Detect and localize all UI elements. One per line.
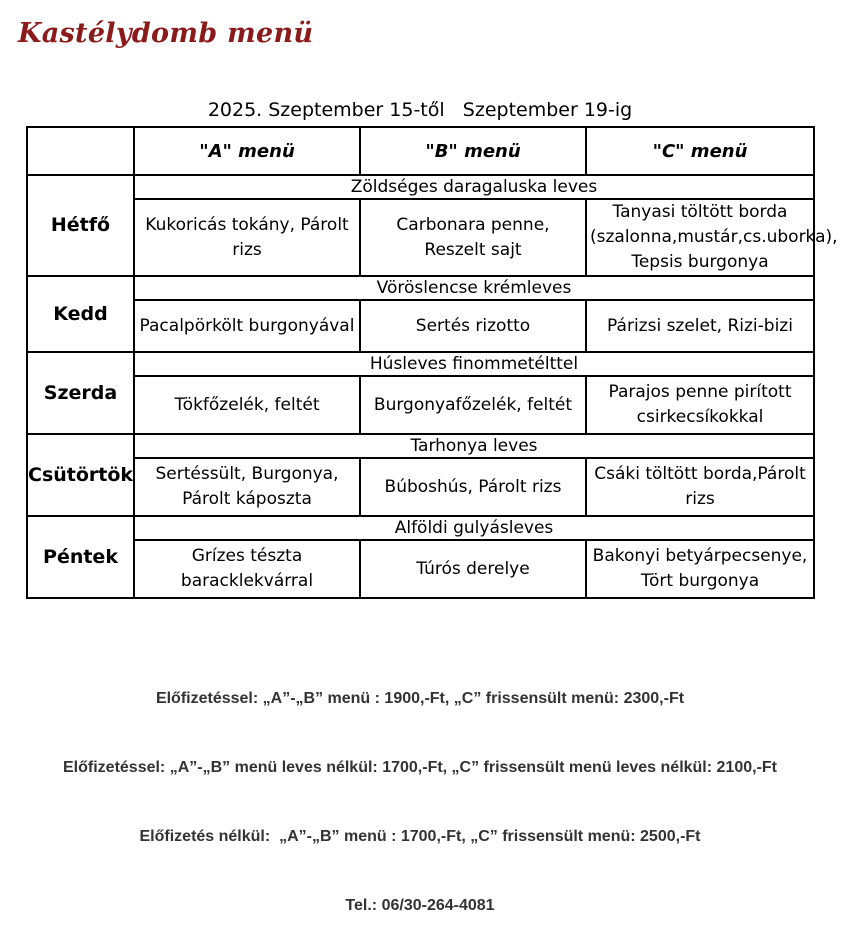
day-label: Csütörtök [27,434,134,516]
menu-c-dish: Bakonyi betyárpecsenye, Tört burgonya [586,540,814,598]
price-line-no-soup: Előfizetéssel: „A”-„B” menü leves nélkül: 1700,-Ft, „C” frissensült menü leves nélkül: 2100,-Ft [63,759,777,776]
price-footer [0,641,840,940]
menu-b-dish: Carbonara penne, Reszelt sajt [360,199,586,276]
dish-row [27,458,814,516]
menu-a-dish: Sertéssült, Burgonya, Párolt káposzta [134,458,360,516]
dish-row [27,540,814,598]
weekly-menu-table [26,126,838,599]
menu-a-header: "A" menü [134,127,360,175]
menu-c-dish: Tanyasi töltött borda (szalonna,mustár,cs.uborka), Tepsis burgonya [586,199,814,276]
day-label: Szerda [27,352,134,434]
soup-cell: Alföldi gulyásleves [134,516,814,540]
menu-b-header: "B" menü [360,127,586,175]
dish-row [27,300,814,352]
day-label: Kedd [27,276,134,352]
menu-b-dish: Sertés rizotto [360,300,586,352]
menu-b-dish: Túrós derelye [360,540,586,598]
menu-c-dish: Csáki töltött borda,Párolt rizs [586,458,814,516]
day-label: Hétfő [27,175,134,276]
soup-cell: Húsleves finommetélttel [134,352,814,376]
restaurant-title: Kastélydomb menü [18,18,314,49]
soup-cell: Tarhonya leves [134,434,814,458]
menu-a-dish: Grízes tészta baracklekvárral [134,540,360,598]
dish-row [27,199,814,276]
day-label: Péntek [27,516,134,598]
date-range: 2025. Szeptember 15-től Szeptember 19-ig [207,99,633,121]
price-line-no-subscription: Előfizetés nélkül: „A”-„B” menü : 1700,-Ft, „C” frissensült menü: 2500,-Ft [139,828,701,845]
menu-a-dish: Tökfőzelék, feltét [134,376,360,434]
dish-row [27,376,814,434]
header-row [27,127,814,175]
soup-row [27,434,814,458]
menu-c-header: "C" menü [586,127,814,175]
menu-a-dish: Pacalpörkölt burgonyával [134,300,360,352]
menu-b-dish: Búboshús, Párolt rizs [360,458,586,516]
soup-row [27,516,814,540]
soup-cell: Vöröslencse krémleves [134,276,814,300]
soup-row [27,175,814,199]
corner-cell [27,127,134,175]
menu-c-dish: Párizsi szelet, Rizi-bizi [586,300,814,352]
soup-row [27,276,814,300]
menu-c-dish: Parajos penne pirított csirkecsíkokkal [586,376,814,434]
price-line-subscription: Előfizetéssel: „A”-„B” menü : 1900,-Ft, „C” frissensült menü: 2300,-Ft [155,690,685,707]
menu-a-dish: Kukoricás tokány, Párolt rizs [134,199,360,276]
soup-cell: Zöldséges daragaluska leves [134,175,814,199]
menu-b-dish: Burgonyafőzelék, feltét [360,376,586,434]
phone-number: Tel.: 06/30-264-4081 [345,897,495,914]
soup-row [27,352,814,376]
